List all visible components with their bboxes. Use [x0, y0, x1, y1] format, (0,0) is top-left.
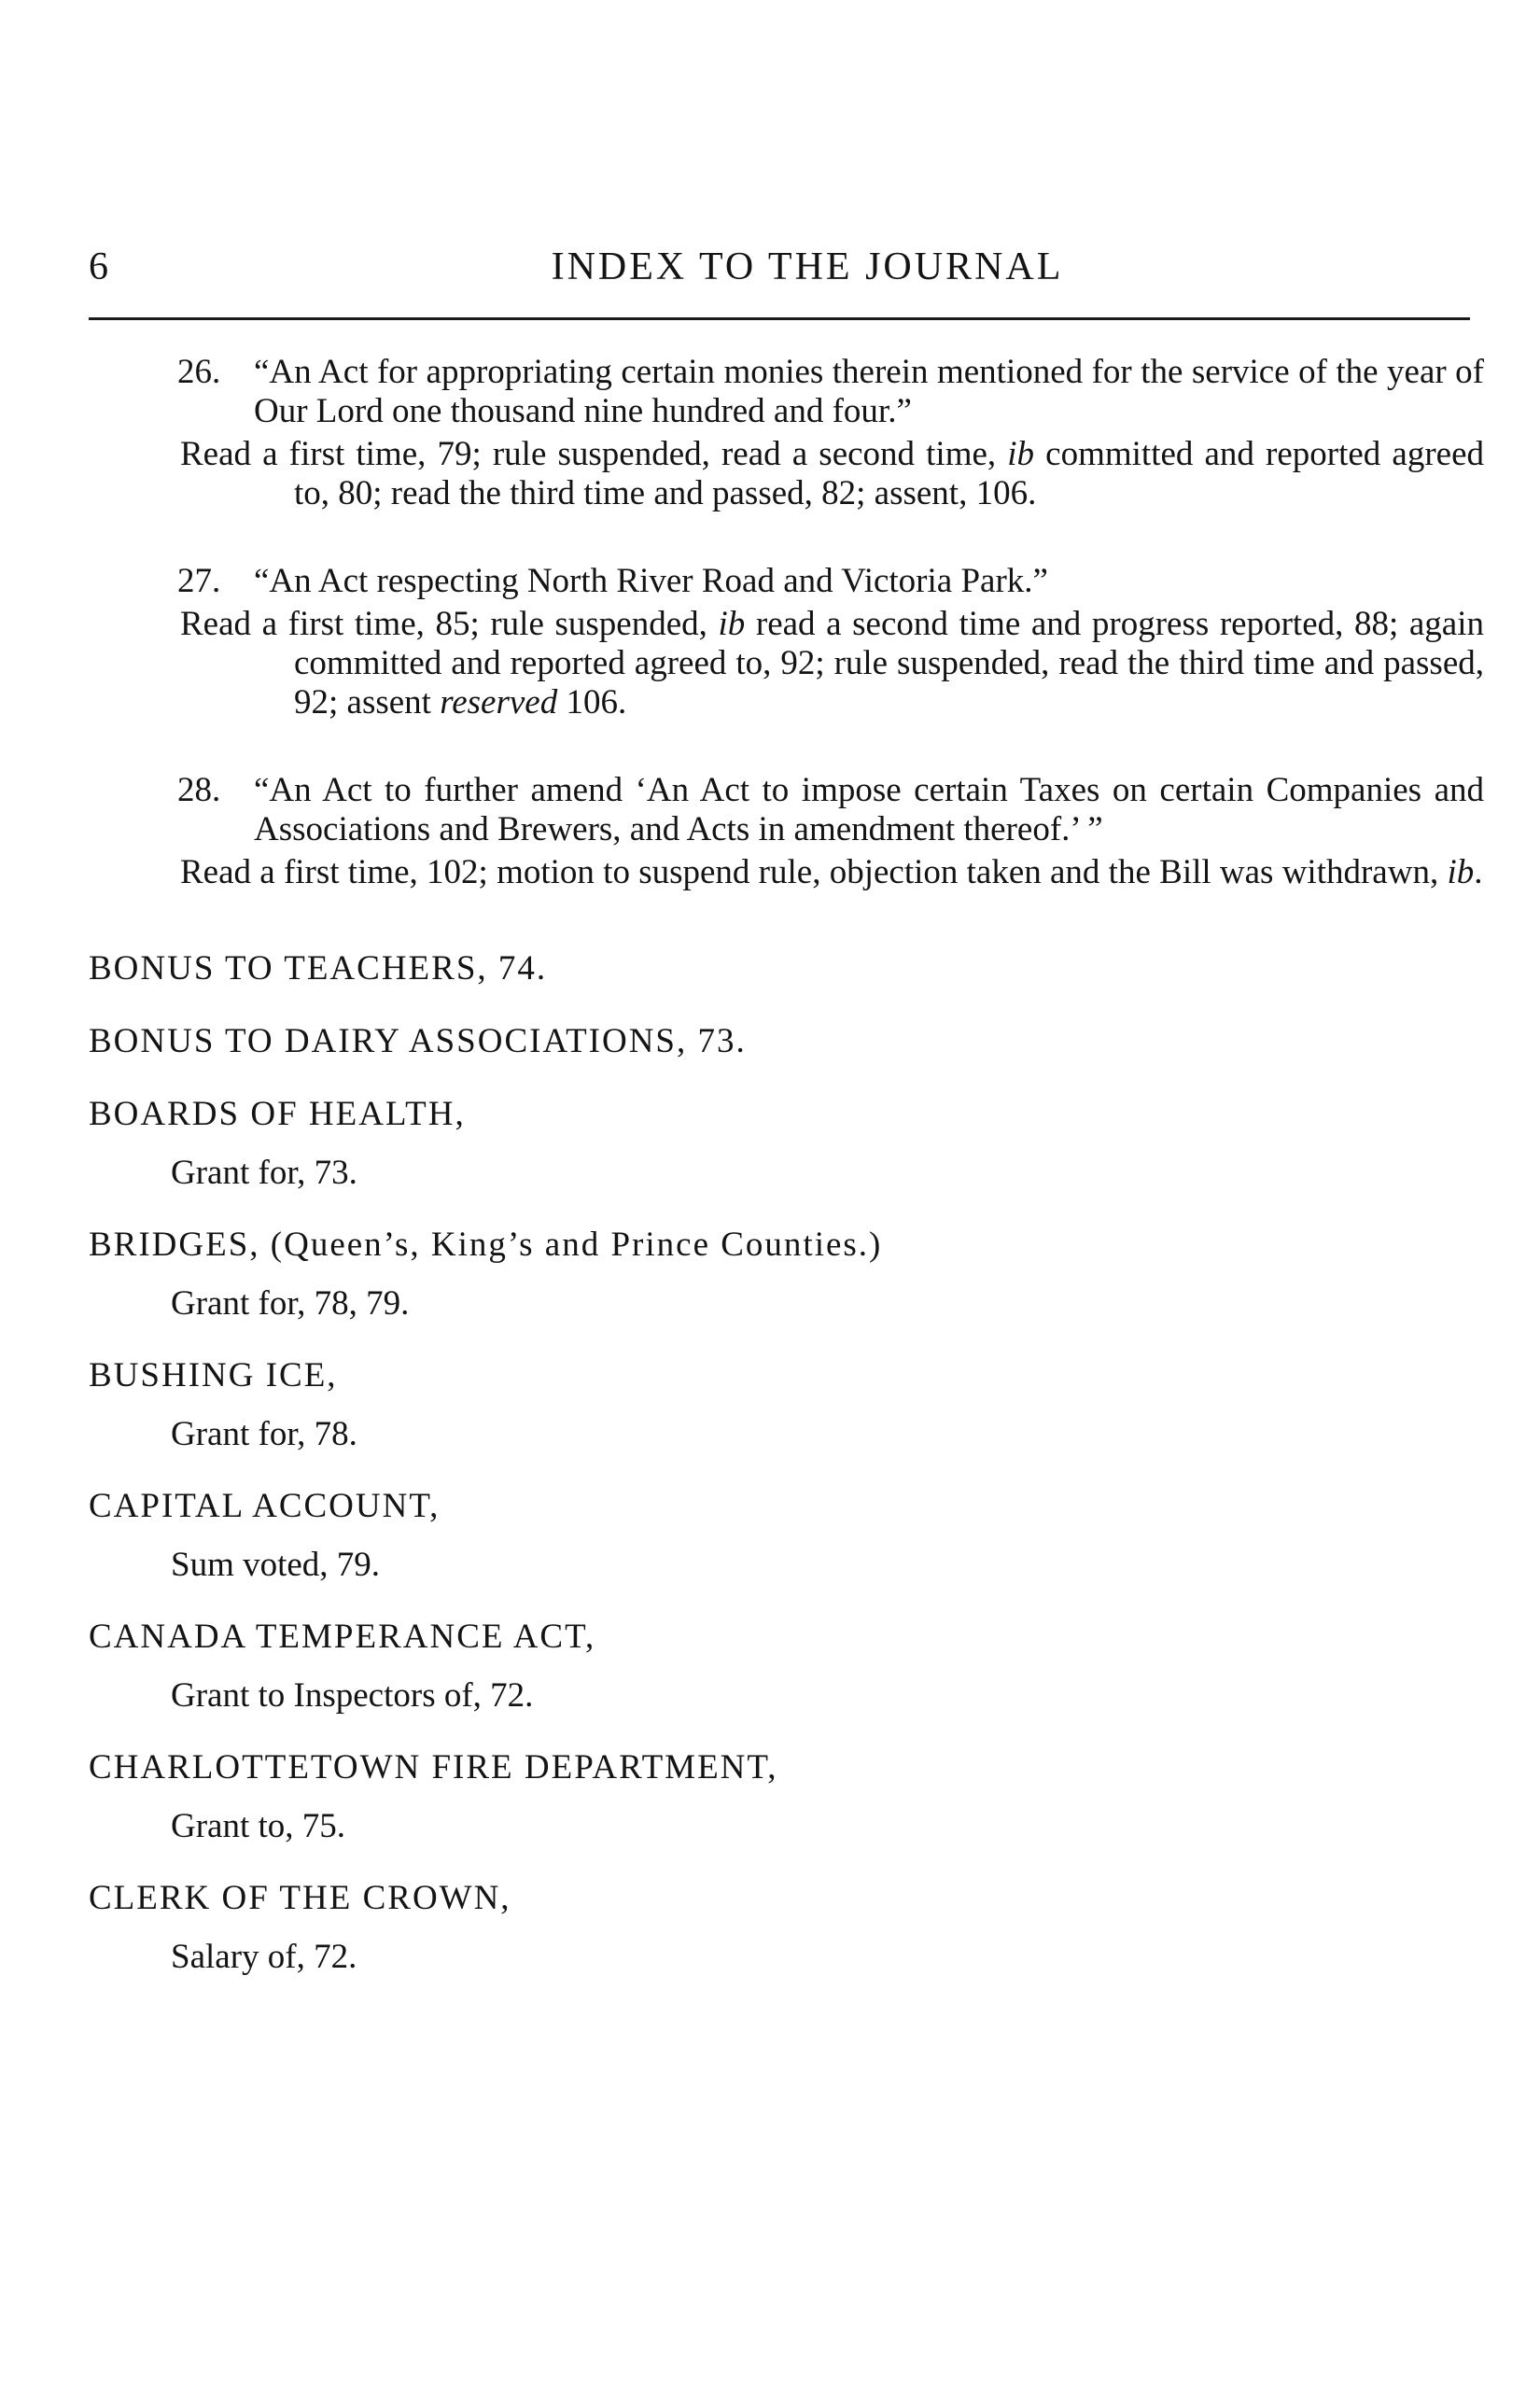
bill-title-text: “An Act respecting North River Road and Victoria Park.”: [254, 562, 1048, 600]
bill-entry: [177, 771, 1484, 892]
bill-proceedings: Read a first time, 85; rule suspended, ib read a second time and progress reported, 88; again committed and reported agreed to, 92; rule suspended, read the third time and passed, 92; assent reserved 106.: [180, 605, 1484, 722]
header-rule: [89, 317, 1470, 320]
index-entry: [89, 1747, 1484, 1846]
index-entry: [89, 1617, 1484, 1716]
index-entry: [89, 1225, 1484, 1324]
page-header: [89, 245, 1470, 291]
index-entry: [89, 1094, 1484, 1193]
running-title: INDEX TO THE JOURNAL: [551, 245, 1064, 288]
bill-title: [177, 771, 1484, 849]
entry-subentry: Sum voted, 79.: [171, 1546, 381, 1584]
entry-heading: CANADA TEMPERANCE ACT,: [89, 1618, 596, 1656]
bill-entry: [177, 353, 1484, 513]
entry-subentry: Salary of, 72.: [171, 1938, 357, 1976]
entry-heading: CLERK OF THE CROWN,: [89, 1879, 511, 1917]
bill-number: 26.: [177, 353, 221, 391]
index-body: [89, 353, 1484, 2009]
entry-heading: BOARDS OF HEALTH,: [89, 1095, 466, 1133]
page-number: 6: [89, 245, 109, 288]
bill-number: 28.: [177, 771, 221, 809]
bill-proceedings: Read a first time, 79; rule suspended, read a second time, ib committed and reported agreed to, 80; read the third time and passed, 82; assent, 106.: [180, 435, 1484, 512]
index-entry: [89, 1355, 1484, 1454]
bill-entry: [177, 562, 1484, 722]
bill-title: [177, 353, 1484, 431]
entry-subentry: Grant for, 78, 79.: [171, 1284, 410, 1323]
entry-heading: BONUS TO TEACHERS, 74.: [89, 949, 548, 988]
entry-heading: BUSHING ICE,: [89, 1356, 338, 1394]
entry-heading: CAPITAL ACCOUNT,: [89, 1487, 441, 1525]
index-entry: [89, 1878, 1484, 1977]
entry-subentry: Grant to, 75.: [171, 1807, 346, 1845]
entry-subentry: Grant for, 78.: [171, 1415, 357, 1453]
entry-heading: BONUS TO DAIRY ASSOCIATIONS, 73.: [89, 1022, 747, 1060]
entry-subentry: Grant for, 73.: [171, 1154, 357, 1192]
entry-subentry: Grant to Inspectors of, 72.: [171, 1676, 534, 1715]
index-entry: [89, 948, 1484, 989]
bill-title-text: “An Act to further amend ‘An Act to impose certain Taxes on certain Companies and Associations and Brewers, and Acts in amendment thereof.’ ”: [254, 771, 1484, 848]
bill-title: [177, 562, 1484, 601]
bill-title-text: “An Act for appropriating certain monies therein mentioned for the service of the year of Our Lord one thousand nine hundred and four.”: [254, 353, 1484, 430]
index-entry: [89, 1486, 1484, 1585]
bill-number: 27.: [177, 562, 221, 600]
bill-proceedings: Read a first time, 102; motion to suspend rule, objection taken and the Bill was withdrawn, ib.: [180, 853, 1483, 891]
entry-heading: CHARLOTTETOWN FIRE DEPARTMENT,: [89, 1748, 778, 1786]
index-entry: [89, 1021, 1484, 1062]
entry-heading: BRIDGES, (Queen’s, King’s and Prince Counties.): [89, 1226, 883, 1264]
